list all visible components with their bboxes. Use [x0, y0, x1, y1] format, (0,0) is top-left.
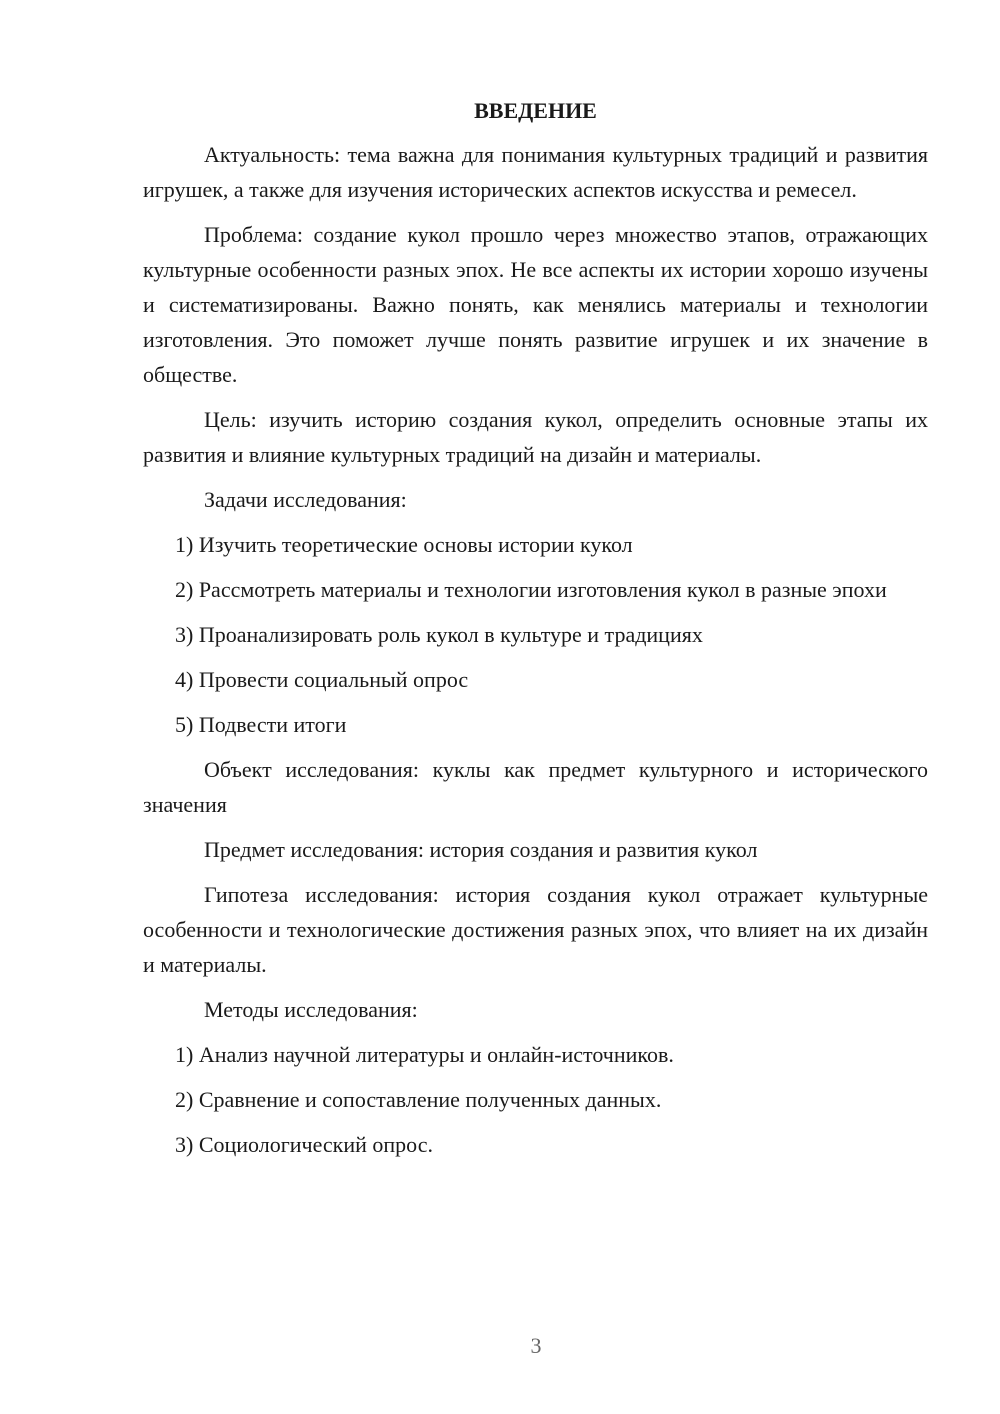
task-item-4: 4) Провести социальный опрос: [175, 667, 469, 692]
task-item-5: 5) Подвести итоги: [175, 712, 347, 737]
method-item-2: 2) Сравнение и сопоставление полученных данных.: [175, 1087, 662, 1112]
task-item-1: 1) Изучить теоретические основы истории кукол: [175, 532, 633, 557]
method-item-1: 1) Анализ научной литературы и онлайн-источников.: [175, 1042, 674, 1067]
document-page: [143, 96, 928, 1172]
page-number: 3: [530, 1333, 542, 1358]
section-title: ВВЕДЕНИЕ: [474, 98, 597, 123]
paragraph-relevance: Актуальность: тема важна для понимания культурных традиций и развития игрушек, а также для изучения исторических аспектов искусства и ремесел.: [143, 142, 928, 202]
tasks-heading: Задачи исследования:: [204, 487, 407, 512]
methods-heading: Методы исследования:: [204, 997, 418, 1022]
task-item-3: 3) Проанализировать роль кукол в культуре и традициях: [175, 622, 703, 647]
paragraph-goal: Цель: изучить историю создания кукол, определить основные этапы их развития и влияние культурных традиций на дизайн и материалы.: [143, 407, 928, 467]
task-item-2: 2) Рассмотреть материалы и технологии изготовления кукол в разные эпохи: [175, 577, 887, 602]
paragraph-problem: Проблема: создание кукол прошло через множество этапов, отражающих культурные особенности разных эпох. Не все аспекты их истории хорошо изучены и систематизированы. Важно понять, как менялись материалы и технологии изготовления. Это поможет лучше понять развитие игрушек и их значение в обществе.: [143, 222, 928, 387]
paragraph-hypothesis: Гипотеза исследования: история создания кукол отражает культурные особенности и технологические достижения разных эпох, что влияет на их дизайн и материалы.: [143, 882, 928, 977]
paragraph-object: Объект исследования: куклы как предмет культурного и исторического значения: [143, 757, 928, 817]
paragraph-subject: Предмет исследования: история создания и развития кукол: [204, 837, 758, 862]
method-item-3: 3) Социологический опрос.: [175, 1132, 433, 1157]
